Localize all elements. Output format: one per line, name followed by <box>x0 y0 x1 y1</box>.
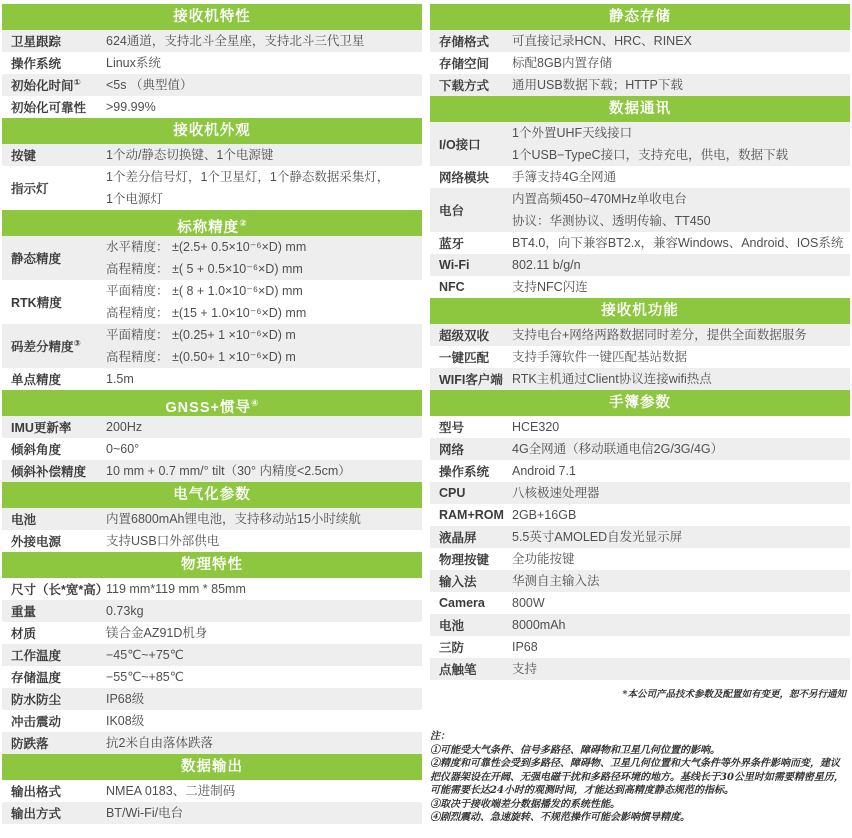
spec-label: 码差分精度③ <box>11 337 81 354</box>
spec-value-line: −45℃~+75℃ <box>106 648 184 662</box>
spec-value <box>106 508 422 530</box>
spec-value <box>512 526 850 548</box>
spec-value-line: 800W <box>512 596 545 610</box>
spec-label: 指示灯 <box>11 182 49 196</box>
spec-value-line: 支持USB口外部供电 <box>106 534 220 548</box>
spec-value-line: IP68级 <box>106 692 145 706</box>
spec-label: Camera <box>439 596 485 610</box>
spec-value <box>106 460 422 482</box>
spec-label: 按键 <box>11 149 37 163</box>
spec-value <box>512 368 850 390</box>
section-title: 手簿参数 <box>609 395 671 411</box>
spec-row <box>2 144 422 166</box>
spec-label: 输入法 <box>439 575 477 589</box>
spec-value <box>106 416 422 438</box>
spec-value <box>512 438 850 460</box>
spec-value-line: >99.99% <box>106 100 156 114</box>
spec-label: 材质 <box>11 627 37 641</box>
spec-value <box>512 636 850 658</box>
section-header <box>2 552 422 578</box>
spec-value <box>512 504 850 526</box>
section-header <box>430 4 850 30</box>
spec-value <box>106 236 422 280</box>
section-header <box>430 390 850 416</box>
spec-label: 静态精度 <box>11 252 62 266</box>
spec-value-line: 200Hz <box>106 420 143 434</box>
spec-value-line: 10 mm + 0.7 mm/° tilt（30° 内精度<2.5cm） <box>106 464 351 478</box>
spec-value-line: −55℃~+85℃ <box>106 670 184 684</box>
section-header <box>430 298 850 324</box>
spec-value <box>106 666 422 688</box>
spec-row <box>430 276 850 298</box>
spec-value-line: 0~60° <box>106 442 140 456</box>
section-header <box>2 210 422 236</box>
spec-value <box>106 732 422 754</box>
spec-value <box>106 438 422 460</box>
spec-label: RAM+ROM <box>439 508 504 522</box>
spec-value-line: 支持电台+网络两路数据同时差分，提供全面数据服务 <box>512 328 807 342</box>
spec-row <box>430 166 850 188</box>
spec-value-line: 1个电源灯 <box>106 192 163 206</box>
section-header <box>2 118 422 144</box>
notes-title: 注： <box>430 731 450 742</box>
spec-label: NFC <box>439 280 465 294</box>
spec-value-line: 平面精度： ±(0.25+ 1 ×10⁻⁶×D) m <box>106 328 296 342</box>
spec-value <box>106 96 422 118</box>
spec-value-line: 全功能按键 <box>512 552 575 566</box>
spec-row <box>430 548 850 570</box>
spec-label: 电池 <box>439 619 465 633</box>
spec-value-line: 802.11 b/g/n <box>512 258 581 272</box>
spec-value <box>106 166 422 210</box>
spec-label: WIFI客户端 <box>439 373 503 387</box>
section-title: 数据通讯 <box>609 101 671 117</box>
spec-row <box>2 236 422 280</box>
spec-row <box>2 416 422 438</box>
section-header <box>2 754 422 780</box>
section-title: 物理特性 <box>181 557 243 573</box>
spec-label: 输出方式 <box>11 807 62 821</box>
spec-value-line: 高程精度： ±(0.50+ 1 ×10⁻⁶×D) m <box>106 350 296 364</box>
spec-label: 冲击震动 <box>11 715 62 729</box>
spec-value-line: BT/Wi-Fi/电台 <box>106 806 184 820</box>
spec-label: 操作系统 <box>11 57 62 71</box>
spec-value-line: 支持手簿软件一键匹配基站数据 <box>512 350 688 364</box>
spec-value-line: 624通道，支持北斗全星座，支持北斗三代卫星 <box>106 34 365 48</box>
spec-label: 存储格式 <box>439 35 490 49</box>
spec-value <box>106 324 422 368</box>
spec-label: 工作温度 <box>11 649 62 663</box>
spec-row <box>430 636 850 658</box>
spec-label: 倾斜角度 <box>11 443 62 457</box>
spec-row <box>2 508 422 530</box>
note-line: ②精度和可靠性会受到多路径、障碍物、卫星几何位置和大气条件等外界条件影响而变，建议把仪器架设在开阔、无强电磁干扰和多路径环境的地方。基线长于30公里时如需要精密星历，可能需要长达24小时的观测时间，才能达到高精度静态规范的指标。 <box>430 758 844 796</box>
spec-value-line: Linux系统 <box>106 56 161 70</box>
right-column <box>430 4 850 825</box>
spec-value <box>106 30 422 52</box>
spec-value-line: Android 7.1 <box>512 464 576 478</box>
spec-label: 操作系统 <box>439 465 490 479</box>
notes-items <box>430 744 848 825</box>
spec-value <box>106 644 422 666</box>
spec-label: 一键匹配 <box>439 351 490 365</box>
spec-row <box>2 166 422 210</box>
spec-label: 三防 <box>439 641 465 655</box>
spec-label: 初始化时间① <box>11 76 81 93</box>
spec-value <box>512 460 850 482</box>
spec-value-line: 0.73kg <box>106 604 144 618</box>
section-title: 静态存储 <box>609 9 671 25</box>
spec-label: Wi-Fi <box>439 258 470 272</box>
spec-row <box>2 666 422 688</box>
spec-row <box>2 74 422 96</box>
spec-value-line: 高程精度： ±(15 + 1.0×10⁻⁶×D) mm <box>106 306 307 320</box>
spec-row <box>2 622 422 644</box>
spec-row <box>430 416 850 438</box>
spec-value <box>512 166 850 188</box>
spec-value-line: 4G全网通（移动联通电信2G/3G/4G） <box>512 442 724 456</box>
section-header <box>2 4 422 30</box>
spec-label: 液晶屏 <box>439 531 477 545</box>
spec-value-line: 1个动/静态切换键、1个电源键 <box>106 148 274 162</box>
spec-value-line: 平面精度： ±( 8 + 1.0×10⁻⁶×D) mm <box>106 284 303 298</box>
spec-value <box>512 482 850 504</box>
spec-value <box>512 232 850 254</box>
spec-value-line: 内置高频450−470MHz单收电台 <box>512 192 687 206</box>
spec-value-line: 内置6800mAh锂电池，支持移动站15小时续航 <box>106 512 361 526</box>
spec-row <box>2 368 422 390</box>
section-title: 接收机外观 <box>173 123 251 139</box>
spec-value <box>512 188 850 232</box>
spec-label: CPU <box>439 486 466 500</box>
spec-label: 输出格式 <box>11 785 62 799</box>
spec-value <box>512 548 850 570</box>
spec-row <box>430 52 850 74</box>
spec-row <box>2 578 422 600</box>
spec-label: 物理按键 <box>439 553 490 567</box>
spec-label: RTK精度 <box>11 296 62 310</box>
spec-label: 重量 <box>11 605 37 619</box>
section-title-superscript: ② <box>239 218 247 228</box>
spec-row <box>430 346 850 368</box>
change-disclaimer: *本公司产品技术参数及配置如有变更，恕不另行通知 <box>622 689 846 700</box>
spec-value <box>512 30 850 52</box>
spec-row <box>430 368 850 390</box>
spec-row <box>430 504 850 526</box>
spec-label: 存储温度 <box>11 671 62 685</box>
spec-row <box>2 600 422 622</box>
spec-label: 初始化可靠性 <box>11 101 87 115</box>
spec-row <box>430 438 850 460</box>
spec-value-line: 水平精度： ±(2.5+ 0.5×10⁻⁶×D) mm <box>106 240 307 254</box>
section-header <box>2 390 422 416</box>
spec-value <box>512 570 850 592</box>
spec-value <box>106 622 422 644</box>
spec-label: 网络 <box>439 443 465 457</box>
spec-value-line: 1个差分信号灯，1个卫星灯，1个静态数据采集灯， <box>106 170 390 184</box>
spec-value-line: 2GB+16GB <box>512 508 577 522</box>
spec-label: 点触笔 <box>439 663 477 677</box>
spec-value <box>512 74 850 96</box>
spec-row <box>430 460 850 482</box>
spec-value-line: 协议：华测协议、透明传输、TT450 <box>512 214 711 228</box>
spec-value-line: RTK主机通过Client协议连接wifi热点 <box>512 372 712 386</box>
spec-value <box>106 144 422 166</box>
note-line: ③取决于接收端差分数据播发的系统性能。 <box>430 798 620 810</box>
spec-row <box>2 688 422 710</box>
spec-value <box>106 530 422 552</box>
spec-value <box>106 368 422 390</box>
spec-row <box>2 30 422 52</box>
spec-row <box>2 438 422 460</box>
spec-label: 超级双收 <box>439 329 490 343</box>
spec-label: 网络模块 <box>439 171 490 185</box>
spec-row <box>430 74 850 96</box>
spec-row <box>430 188 850 232</box>
spec-value-line: 八核极速处理器 <box>512 486 600 500</box>
spec-row <box>430 232 850 254</box>
section-title-superscript: ④ <box>250 398 259 408</box>
spec-row <box>2 802 422 824</box>
spec-value-line: HCE320 <box>512 420 560 434</box>
spec-value-line: BT4.0，向下兼容BT2.x，兼容Windows、Android、IOS系统 <box>512 236 844 250</box>
spec-row <box>430 254 850 276</box>
spec-value <box>512 276 850 298</box>
spec-value <box>106 710 422 732</box>
spec-value <box>106 688 422 710</box>
spec-value-line: 支持NFC闪连 <box>512 280 588 294</box>
spec-row <box>430 592 850 614</box>
spec-value-line: NMEA 0183、二进制码 <box>106 784 236 798</box>
notes-block <box>430 730 850 825</box>
spec-value-line: 1个USB−TypeC接口，支持充电，供电，数据下载 <box>512 148 789 162</box>
spec-label: 型号 <box>439 421 465 435</box>
section-title: 电气化参数 <box>173 487 251 503</box>
spec-value <box>512 592 850 614</box>
spec-value-line: 华测自主输入法 <box>512 574 600 588</box>
spec-value-line: 119 mm*119 mm * 85mm <box>106 582 246 596</box>
spec-row <box>2 96 422 118</box>
spec-label-superscript: ③ <box>73 337 81 348</box>
spec-value-line: 通用USB数据下载；HTTP下载 <box>512 78 683 92</box>
spec-value-line: IP68 <box>512 640 538 654</box>
section-title: 接收机特性 <box>173 9 251 25</box>
spec-label: 防水防尘 <box>11 693 62 707</box>
spec-value <box>106 74 422 96</box>
spec-row <box>430 570 850 592</box>
spec-value-line: 8000mAh <box>512 618 566 632</box>
section-header <box>430 96 850 122</box>
spec-value <box>512 416 850 438</box>
spec-value <box>512 324 850 346</box>
spec-label: 防跌落 <box>11 737 49 751</box>
spec-label: 外接电源 <box>11 535 62 549</box>
spec-row <box>2 52 422 74</box>
spec-value <box>106 280 422 324</box>
spec-value-line: 1.5m <box>106 372 134 386</box>
spec-row <box>430 122 850 166</box>
spec-value <box>512 614 850 636</box>
spec-label: 电池 <box>11 513 37 527</box>
spec-value-line: 支持 <box>512 662 538 676</box>
section-title: 标称精度 <box>177 219 240 236</box>
spec-value <box>106 52 422 74</box>
spec-label: I/O接口 <box>439 138 481 152</box>
spec-row <box>430 30 850 52</box>
spec-label: IMU更新率 <box>11 421 72 435</box>
spec-row <box>2 710 422 732</box>
note-line: ①可能受大气条件、信号多路径、障碍物和卫星几何位置的影响。 <box>430 744 720 756</box>
spec-row <box>2 280 422 324</box>
spec-value <box>512 658 850 680</box>
note-line: ④剧烈震动、急速旋转、不规范操作可能会影响惯导精度。 <box>430 812 690 823</box>
spec-value <box>106 802 422 824</box>
spec-value <box>512 254 850 276</box>
spec-value-line: <5s （典型值） <box>106 78 193 92</box>
spec-value-line: 1个外置UHF天线接口 <box>512 126 633 140</box>
spec-label: 电台 <box>439 204 465 218</box>
spec-row <box>2 732 422 754</box>
spec-label: 蓝牙 <box>439 237 465 251</box>
spec-row <box>2 780 422 802</box>
spec-value <box>512 346 850 368</box>
spec-label: 倾斜补偿精度 <box>11 465 87 479</box>
section-title: 数据输出 <box>181 759 243 775</box>
spec-value-line: 5.5英寸AMOLED自发光显示屏 <box>512 530 683 544</box>
spec-row <box>2 460 422 482</box>
spec-value-line: 高程精度： ±( 5 + 0.5×10⁻⁶×D) mm <box>106 262 303 276</box>
spec-label-superscript: ① <box>73 76 81 87</box>
spec-value-line: IK08级 <box>106 714 145 728</box>
section-header <box>2 482 422 508</box>
spec-row <box>2 530 422 552</box>
spec-value-line: 镁合金AZ91D机身 <box>106 626 208 640</box>
spec-row <box>430 614 850 636</box>
spec-value <box>106 780 422 802</box>
spec-row <box>430 482 850 504</box>
spec-label: 单点精度 <box>11 373 62 387</box>
spec-row <box>430 526 850 548</box>
spec-label: 尺寸（长*宽*高） <box>11 583 109 597</box>
spec-row <box>430 324 850 346</box>
spec-value-line: 标配8GB内置存储 <box>512 56 613 70</box>
spec-value <box>106 600 422 622</box>
spec-label: 卫星跟踪 <box>11 35 62 49</box>
right-column-sections <box>430 4 850 680</box>
spec-row <box>2 324 422 368</box>
spec-label: 下载方式 <box>439 79 490 93</box>
left-column <box>2 4 422 825</box>
spec-value-line: 可直接记录HCN、HRC、RINEX <box>512 34 692 48</box>
section-title: GNSS+惯导 <box>165 399 251 416</box>
spec-value-line: 手簿支持4G全网通 <box>512 170 617 184</box>
spec-row <box>430 658 850 680</box>
spec-row <box>2 644 422 666</box>
spec-value <box>106 578 422 600</box>
spec-value <box>512 52 850 74</box>
spec-label: 存储空间 <box>439 57 490 71</box>
spec-value-line: 抗2米自由落体跌落 <box>106 736 213 750</box>
spec-value <box>512 122 850 166</box>
section-title: 接收机功能 <box>601 303 679 319</box>
